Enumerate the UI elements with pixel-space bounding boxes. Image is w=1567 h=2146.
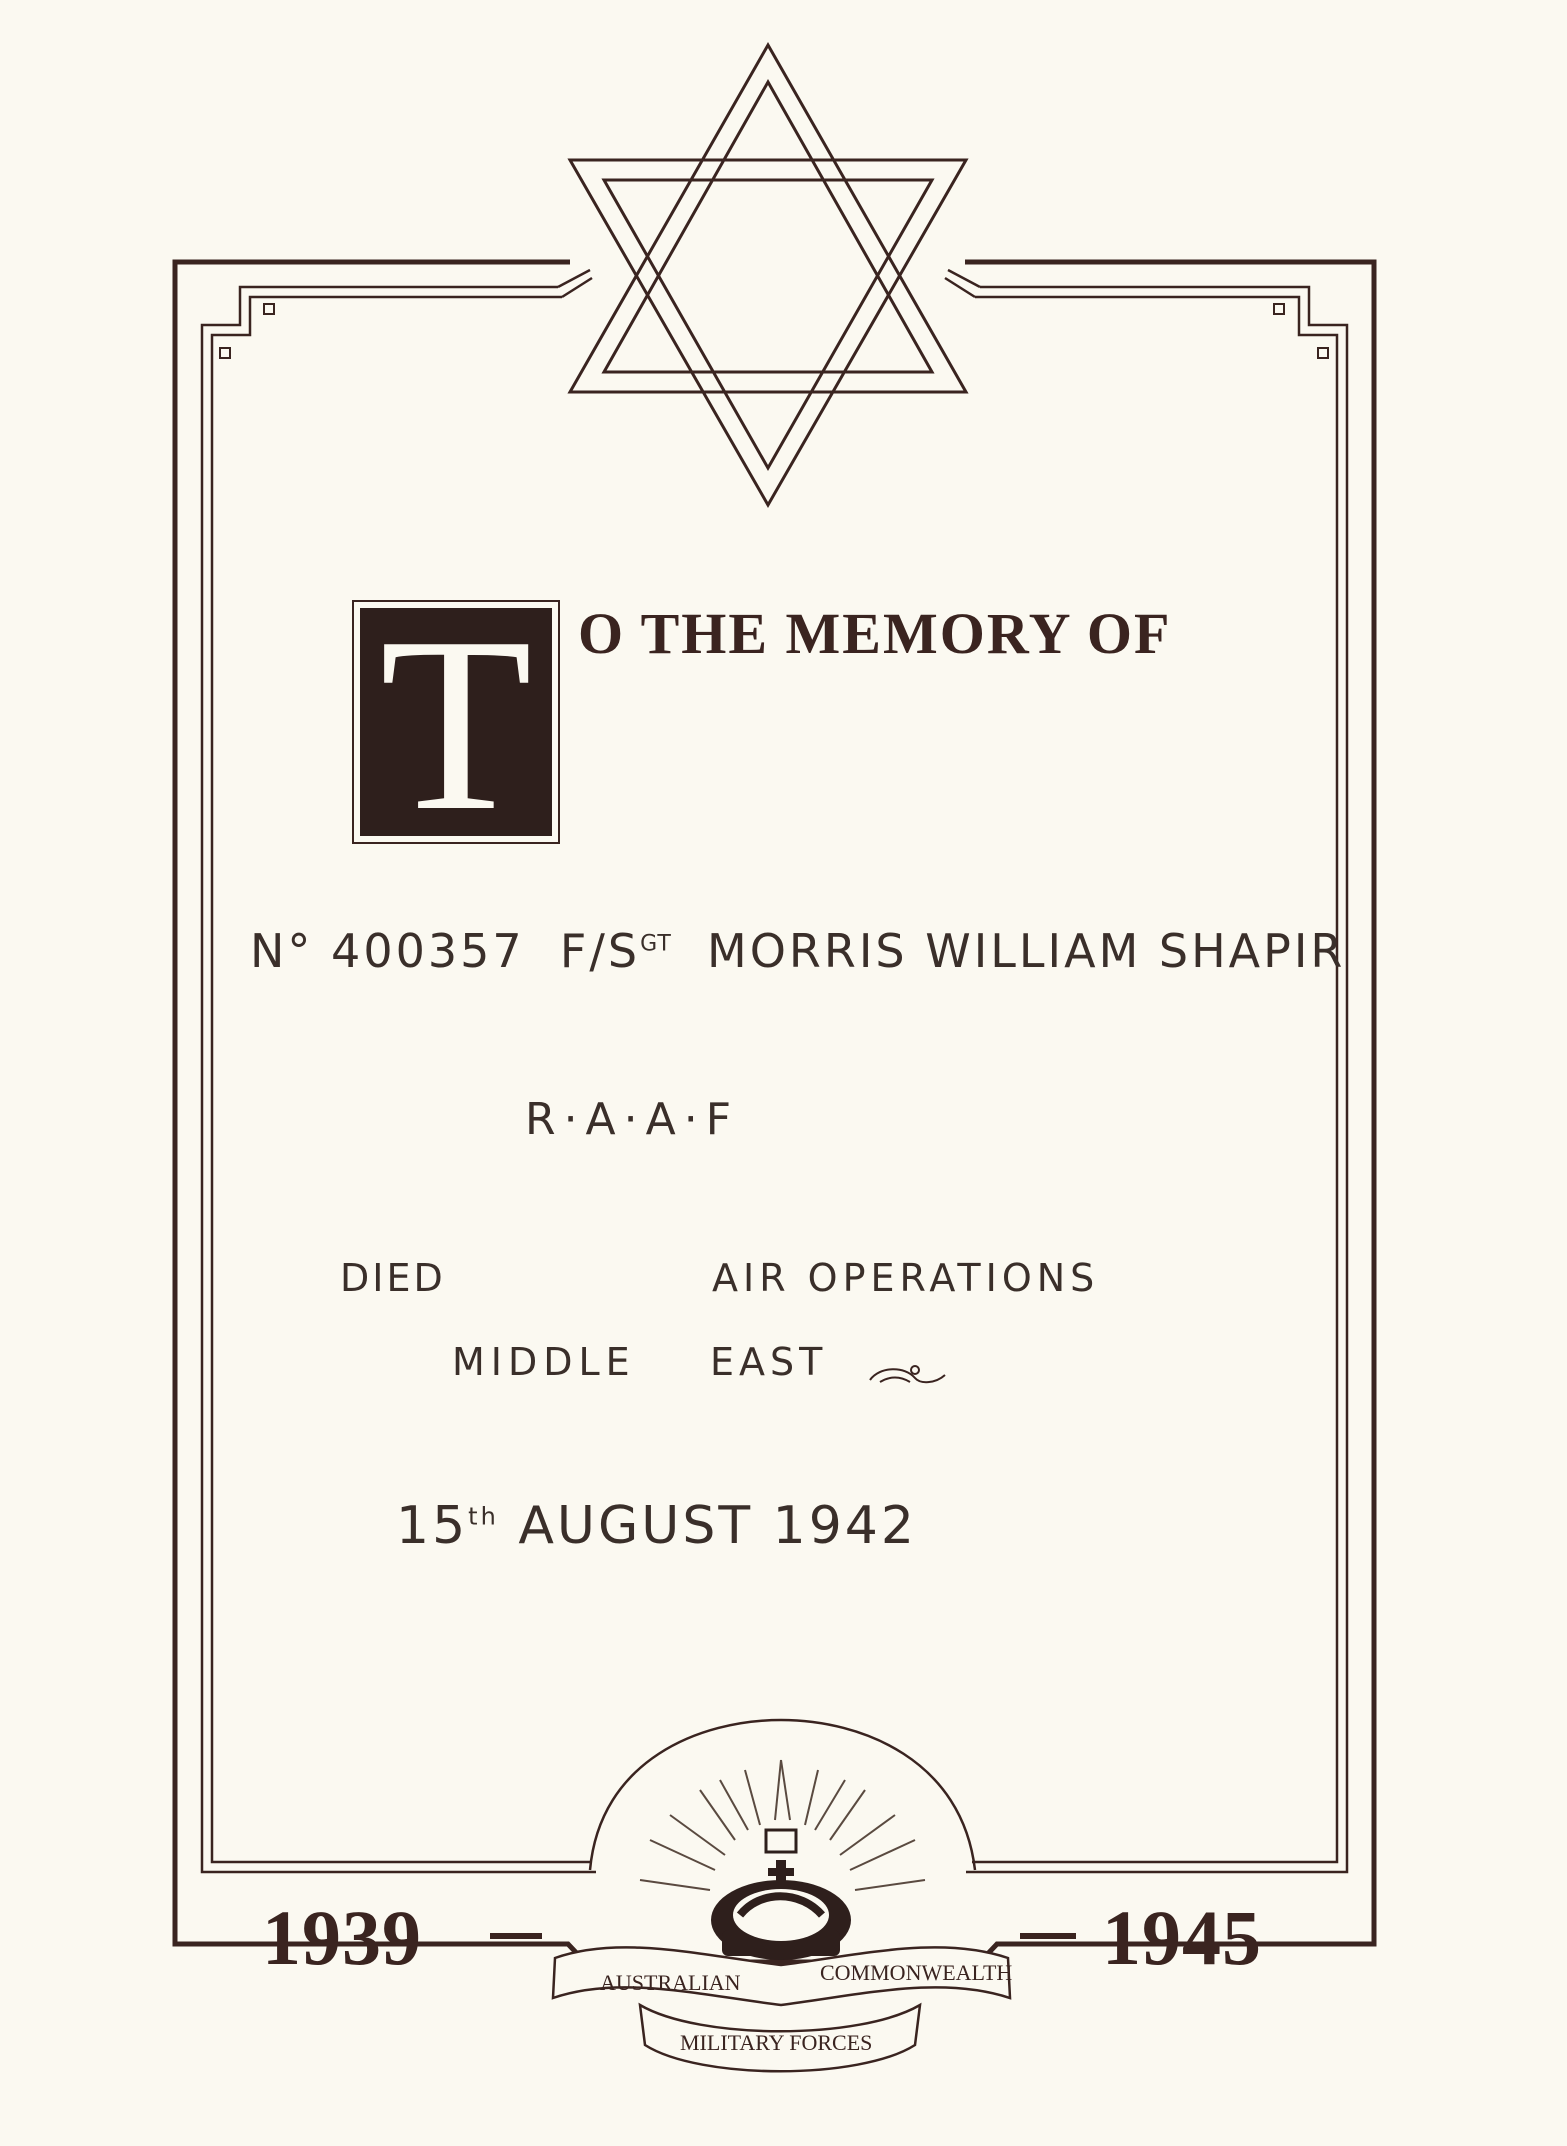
corner-square	[1274, 304, 1284, 314]
dropcap-letter: T	[379, 586, 533, 863]
badge-scroll-left: AUSTRALIAN	[600, 1970, 741, 1995]
soldier-line	[250, 924, 1345, 978]
died-label: DIED	[340, 1256, 446, 1300]
rank: F/S	[559, 924, 641, 978]
death-cause: AIR OPERATIONS	[712, 1256, 1100, 1300]
dropcap-background	[360, 586, 552, 863]
death-month-year: AUGUST 1942	[518, 1496, 917, 1556]
corner-square	[220, 348, 230, 358]
outer-border	[175, 262, 1374, 1962]
year-start: 1939	[262, 1894, 422, 1981]
soldier-name: MORRIS WILLIAM SHAPIR	[707, 924, 1346, 978]
year-dash-right	[1020, 1933, 1076, 1939]
inner-border	[202, 287, 1347, 1872]
corner-square	[1318, 348, 1328, 358]
badge-scroll-right: COMMONWEALTH	[820, 1960, 1013, 1985]
dropcap-box	[352, 586, 560, 863]
number-prefix: N°	[250, 924, 314, 978]
rank-superscript: GT	[640, 931, 672, 957]
death-place-2: EAST	[710, 1340, 828, 1384]
star-of-david-icon	[570, 45, 966, 505]
heading-text: O THE MEMORY OF	[578, 601, 1172, 666]
service-number: 400357	[331, 924, 525, 978]
death-day: 15	[396, 1496, 469, 1556]
inner-border-2	[212, 297, 1337, 1862]
corner-square	[264, 304, 274, 314]
death-place-1: MIDDLE	[452, 1340, 636, 1384]
service-branch: R·A·A·F	[525, 1094, 740, 1145]
death-day-suffix: th	[468, 1502, 499, 1531]
year-end: 1945	[1102, 1894, 1262, 1981]
year-dash-left	[490, 1933, 542, 1939]
badge-scroll-bottom: MILITARY FORCES	[680, 2030, 873, 2055]
death-date	[396, 1496, 917, 1556]
rising-sun-badge-icon	[553, 1720, 1012, 2071]
flourish-icon	[870, 1366, 945, 1382]
